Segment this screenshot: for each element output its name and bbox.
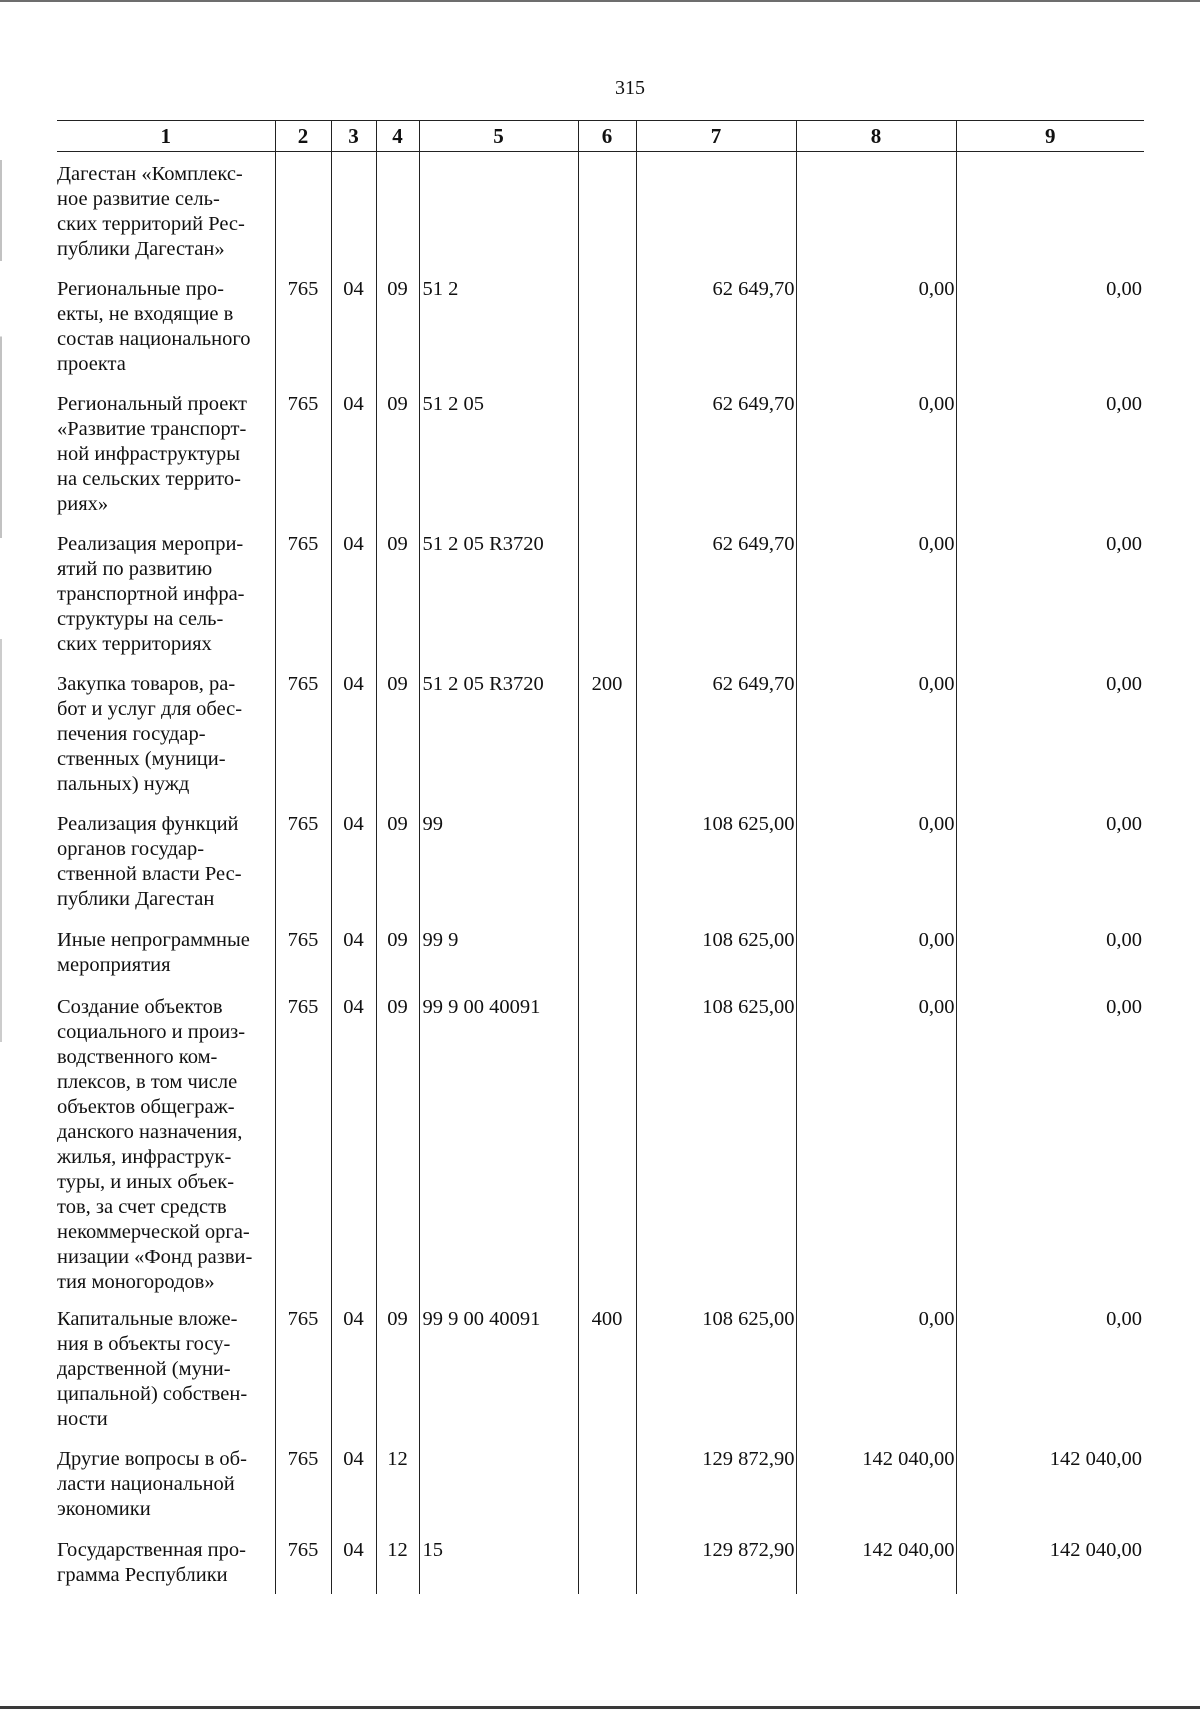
cell-amount-col9 [956, 152, 1144, 277]
cell-expense-type [578, 1447, 636, 1538]
cell-amount-col7 [636, 152, 796, 277]
cell-subsection-code: 09 [376, 277, 419, 392]
cell-amount-col8: 0,00 [796, 812, 956, 928]
cell-subsection-code [376, 152, 419, 277]
cell-subsection-code: 09 [376, 392, 419, 532]
cell-target-article: 99 9 00 40091 [419, 1307, 578, 1447]
cell-amount-col9: 0,00 [956, 1307, 1144, 1447]
cell-expense-type [578, 1538, 636, 1594]
table-row [57, 812, 1144, 928]
cell-subsection-code: 09 [376, 1307, 419, 1447]
cell-expense-type [578, 152, 636, 277]
cell-target-article: 51 2 05 [419, 392, 578, 532]
cell-expense-type: 200 [578, 672, 636, 812]
cell-ministry-code: 765 [275, 532, 331, 672]
cell-expense-type [578, 812, 636, 928]
table-row [57, 392, 1144, 532]
column-header-2: 2 [275, 121, 331, 152]
cell-amount-col7: 62 649,70 [636, 392, 796, 532]
cell-target-article [419, 1447, 578, 1538]
row-description: Иные непрограммные мероприятия [57, 928, 250, 976]
cell-amount-col7: 129 872,90 [636, 1538, 796, 1594]
cell-amount-col7: 62 649,70 [636, 672, 796, 812]
table-row [57, 152, 1144, 277]
page-number: 315 [615, 77, 645, 99]
cell-section-code: 04 [331, 995, 376, 1307]
cell-amount-col9: 0,00 [956, 532, 1144, 672]
cell-section-code: 04 [331, 392, 376, 532]
table-row [57, 928, 1144, 995]
row-description: Другие вопросы в об- ласти национальной экономики [57, 1447, 247, 1520]
cell-amount-col9: 142 040,00 [956, 1447, 1144, 1538]
cell-target-article: 99 [419, 812, 578, 928]
row-description: Капитальные вложе- ния в объекты госу- дарственной (муни- ципальной) собствен- ности [57, 1307, 248, 1430]
cell-amount-col7: 129 872,90 [636, 1447, 796, 1538]
cell-ministry-code: 765 [275, 277, 331, 392]
cell-amount-col7: 62 649,70 [636, 277, 796, 392]
row-description: Реализация меропри- ятий по развитию транспортной инфра- структуры на сель- ских территориях [57, 532, 245, 655]
cell-amount-col8: 0,00 [796, 532, 956, 672]
cell-section-code: 04 [331, 1307, 376, 1447]
cell-section-code: 04 [331, 812, 376, 928]
cell-amount-col9: 0,00 [956, 392, 1144, 532]
cell-subsection-code: 12 [376, 1447, 419, 1538]
cell-section-code [331, 152, 376, 277]
cell-expense-type [578, 928, 636, 995]
row-description: Дагестан «Комплекс- ное развитие сель- ских территорий Рес- публики Дагестан» [57, 163, 245, 260]
cell-section-code: 04 [331, 1538, 376, 1594]
table-row [57, 532, 1144, 672]
cell-amount-col9: 0,00 [956, 928, 1144, 995]
cell-amount-col8: 0,00 [796, 392, 956, 532]
cell-amount-col8: 0,00 [796, 928, 956, 995]
table-row [57, 277, 1144, 392]
budget-table-container [57, 120, 1144, 1594]
cell-ministry-code: 765 [275, 392, 331, 532]
cell-subsection-code: 09 [376, 532, 419, 672]
cell-subsection-code: 09 [376, 995, 419, 1307]
cell-amount-col8: 0,00 [796, 995, 956, 1307]
top-edge-rule [0, 0, 1200, 2]
cell-amount-col8: 0,00 [796, 672, 956, 812]
column-header-1: 1 [57, 121, 275, 152]
cell-target-article: 51 2 [419, 277, 578, 392]
scan-edge-mark [0, 160, 2, 1420]
cell-subsection-code: 09 [376, 812, 419, 928]
cell-target-article [419, 152, 578, 277]
cell-ministry-code: 765 [275, 1538, 331, 1594]
table-row [57, 1538, 1144, 1594]
row-description: Региональный проект «Развитие транспорт- ной инфраструктуры на сельских террито- риях» [57, 392, 247, 515]
cell-target-article: 99 9 [419, 928, 578, 995]
row-description: Региональные про- екты, не входящие в состав национального проекта [57, 277, 251, 375]
table-row [57, 672, 1144, 812]
table-row [57, 1307, 1144, 1447]
cell-amount-col7: 108 625,00 [636, 928, 796, 995]
cell-subsection-code: 09 [376, 672, 419, 812]
cell-amount-col9: 0,00 [956, 812, 1144, 928]
cell-target-article: 51 2 05 R3720 [419, 672, 578, 812]
column-header-6: 6 [578, 121, 636, 152]
cell-expense-type [578, 277, 636, 392]
cell-amount-col8: 0,00 [796, 1307, 956, 1447]
column-header-4: 4 [376, 121, 419, 152]
column-header-9: 9 [956, 121, 1144, 152]
bottom-edge-rule [0, 1706, 1200, 1709]
column-header-8: 8 [796, 121, 956, 152]
row-description: Реализация функций органов государ- ственной власти Рес- публики Дагестан [57, 812, 242, 910]
cell-ministry-code: 765 [275, 1447, 331, 1538]
cell-amount-col8 [796, 152, 956, 277]
cell-expense-type [578, 532, 636, 672]
cell-section-code: 04 [331, 532, 376, 672]
cell-amount-col7: 108 625,00 [636, 1307, 796, 1447]
cell-amount-col8: 0,00 [796, 277, 956, 392]
cell-target-article: 99 9 00 40091 [419, 995, 578, 1307]
cell-subsection-code: 12 [376, 1538, 419, 1594]
cell-amount-col9: 0,00 [956, 672, 1144, 812]
cell-expense-type: 400 [578, 1307, 636, 1447]
cell-expense-type [578, 995, 636, 1307]
cell-subsection-code: 09 [376, 928, 419, 995]
cell-amount-col9: 142 040,00 [956, 1538, 1144, 1594]
cell-ministry-code: 765 [275, 995, 331, 1307]
cell-ministry-code: 765 [275, 812, 331, 928]
cell-amount-col8: 142 040,00 [796, 1447, 956, 1538]
cell-amount-col9: 0,00 [956, 277, 1144, 392]
cell-amount-col7: 108 625,00 [636, 812, 796, 928]
row-description: Создание объектов социального и произ- водственного ком- плексов, в том числе объектов общеграж- данского назначения, жилья, инфраструк- туры, и иных объек- тов, за счет средств некоммерческой орга- низации «Фонд разви- тия моногородов» [57, 995, 253, 1293]
column-header-3: 3 [331, 121, 376, 152]
cell-ministry-code [275, 152, 331, 277]
cell-amount-col9: 0,00 [956, 995, 1144, 1307]
cell-ministry-code: 765 [275, 928, 331, 995]
row-description: Закупка товаров, ра- бот и услуг для обес- печения государ- ственных (муници- пальных) нужд [57, 672, 243, 795]
cell-section-code: 04 [331, 277, 376, 392]
cell-ministry-code: 765 [275, 1307, 331, 1447]
column-header-5: 5 [419, 121, 578, 152]
cell-target-article: 51 2 05 R3720 [419, 532, 578, 672]
table-row [57, 995, 1144, 1307]
cell-section-code: 04 [331, 1447, 376, 1538]
table-row [57, 1447, 1144, 1538]
budget-table [57, 120, 1144, 1594]
cell-expense-type [578, 392, 636, 532]
row-description: Государственная про- грамма Республики [57, 1538, 246, 1586]
cell-amount-col7: 62 649,70 [636, 532, 796, 672]
cell-amount-col8: 142 040,00 [796, 1538, 956, 1594]
cell-amount-col7: 108 625,00 [636, 995, 796, 1307]
column-header-7: 7 [636, 121, 796, 152]
header-row [57, 121, 1144, 152]
cell-ministry-code: 765 [275, 672, 331, 812]
cell-section-code: 04 [331, 672, 376, 812]
cell-section-code: 04 [331, 928, 376, 995]
cell-target-article: 15 [419, 1538, 578, 1594]
